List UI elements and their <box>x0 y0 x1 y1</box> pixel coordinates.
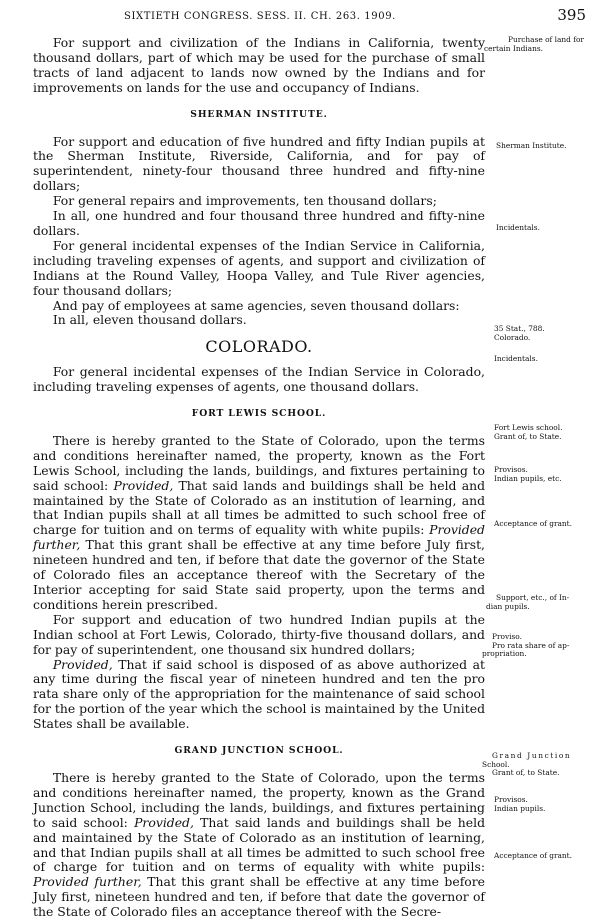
margin-note-line: certain Indians. <box>484 43 543 53</box>
paragraph-california-support: For support and civilization of the Indians in California, twenty thousand dollars, part of which may be used for the purchase of small tracts of land adjacent to lands now owned by the Indians and for improvements on lands for the use and occupancy of Indians. <box>33 35 485 95</box>
margin-note-fort-lewis <box>494 424 562 441</box>
margin-note-line: Grant of, to State. <box>492 768 560 778</box>
margin-note-sherman: Sherman Institute. <box>496 141 567 150</box>
statute-body <box>33 36 485 920</box>
paragraph-sherman-repairs: For general repairs and improvements, ten thousand dollars; <box>52 193 437 209</box>
provided-italic: Provided, <box>52 656 113 672</box>
margin-note-line: 35 Stat., 788. <box>494 324 545 333</box>
margin-note-line: Provisos. <box>494 465 528 474</box>
paragraph-ca-total: In all, eleven thousand dollars. <box>52 312 247 328</box>
text-run: That said lands and buildings shall be held and maintained by the State of Colorado as an institution of learning, and that Indian pupils shall at all times be admitted to such school free of charge for tuition and on terms of equality with white pupils: <box>33 477 485 538</box>
text-run: That this grant shall be effective at any time before July first, nineteen hundred and ten, if before that date the governor of the State of Colorado files an acceptance thereof with the Secre- <box>33 874 486 920</box>
margin-note-line: Support, etc., of In- <box>496 593 570 602</box>
margin-note-line: Indian pupils, etc. <box>494 473 562 483</box>
page-header <box>0 6 600 26</box>
paragraph-fort-lewis-grant <box>33 434 485 613</box>
margin-note-line: propriation. <box>482 649 527 659</box>
margin-note-line: Grand Junction <box>492 751 572 760</box>
text-run: That if said school is disposed of as above authorized at any time during the fiscal year of nineteen hundred and ten the pro rata share only of the appropriation for the maintenance of said school for the portion of the year which the school is maintained by the United States shall be available. <box>33 656 485 732</box>
margin-note-grand-junction <box>482 752 571 778</box>
paragraph-ca-incidentals: For general incidental expenses of the Indian Service in California, including traveling expenses of agents, and support and civilization of Indians at the Round Valley, Hoopa Valley, and Tule River agencies, four thousand dollars; <box>33 237 485 298</box>
margin-note-line: Pro rata share of ap- <box>492 640 570 650</box>
margin-note-line: Grant of, to State. <box>494 431 562 441</box>
margin-note-incidentals-ca: Incidentals. <box>496 223 540 232</box>
paragraph-sherman-support: For support and education of five hundred and fifty Indian pupils at the Sherman Institute, Riverside, California, and for pay of superintendent, ninety-four thousand three hundred and fifty-nine dollars; <box>33 133 485 194</box>
margin-note-line: Provisos. <box>494 795 528 804</box>
margin-note-line: Colorado. <box>494 332 531 342</box>
paragraph-fort-lewis-support: For support and education of two hundred Indian pupils at the Indian school at Fort Lewis, Colorado, thirty-five thousand dollars, and for pay of superintendent, one thousand six hundred dollars; <box>33 611 485 657</box>
margin-note-line: Indian pupils. <box>494 803 546 813</box>
page-number: 395 <box>557 6 586 24</box>
margin-note-acceptance-1: Acceptance of grant. <box>494 519 573 528</box>
section-heading-grand-junction: GRAND JUNCTION SCHOOL. <box>174 745 344 757</box>
margin-note-incidentals-co: Incidentals. <box>494 354 538 363</box>
text-run: There is hereby granted to the State of Colorado, upon the terms and conditions hereinafter named, the property, known as the Grand Junction School, including the lands, buildings, and fixtures pertaining to said school: <box>33 769 485 830</box>
margin-note-line: Proviso. <box>492 632 522 641</box>
section-heading-fort-lewis: FORT LEWIS SCHOOL. <box>191 408 327 420</box>
margin-note-colorado-stat <box>494 325 545 342</box>
margin-note-purchase-land <box>484 36 584 53</box>
margin-note-provisos-1 <box>494 466 562 483</box>
paragraph-sherman-total: In all, one hundred and four thousand three hundred and fifty-nine dollars. <box>33 208 485 238</box>
paragraph-grand-junction-grant <box>33 771 485 920</box>
margin-note-acceptance-2: Acceptance of grant. <box>494 851 573 860</box>
paragraph-co-incidentals: For general incidental expenses of the Indian Service in Colorado, including traveling expenses of agents, one thousand dollars. <box>33 364 485 395</box>
paragraph-ca-employees: And pay of employees at same agencies, seven thousand dollars: <box>52 297 460 313</box>
section-heading-sherman: SHERMAN INSTITUTE. <box>190 108 328 120</box>
margin-note-provisos-3 <box>494 796 545 813</box>
text-run: There is hereby granted to the State of Colorado, upon the terms and conditions hereinafter named, the property, known as the Fort Lewis School, including the lands, buildings, and fixtures pertaining to said school: <box>33 432 485 493</box>
provided-italic: Provided, <box>113 477 174 493</box>
state-heading-colorado: COLORADO. <box>205 337 313 357</box>
margin-note-line: Purchase of land for <box>508 35 584 44</box>
margin-note-line: School. <box>482 759 510 769</box>
margin-note-support <box>486 594 569 611</box>
paragraph-fort-lewis-proviso <box>33 658 485 733</box>
provided-further-italic: Provided further, <box>33 874 142 890</box>
margin-note-line: Fort Lewis school. <box>494 423 563 432</box>
margin-note-proviso-2 <box>482 633 569 659</box>
running-head: SIXTIETH CONGRESS. SESS. II. CH. 263. 1909. <box>124 11 396 22</box>
text-run: That this grant shall be effective at any time before July first, nineteen hundred and ten, if before that date the governor of the State of Colorado files an acceptance thereof with the Secretary of the Interior accepting for said State said property, upon the terms and conditions herein prescribed. <box>33 537 485 612</box>
text-run: That said lands and buildings shall be held and maintained by the State of Colorado as an institution of learning, and that Indian pupils shall at all times be admitted to such school free of charge for tuition and on terms of equality with white pupils: <box>33 814 486 875</box>
margin-note-line: dian pupils. <box>486 601 530 611</box>
provided-italic: Provided, <box>134 814 194 830</box>
provided-further-italic: Provided further, <box>33 522 485 553</box>
